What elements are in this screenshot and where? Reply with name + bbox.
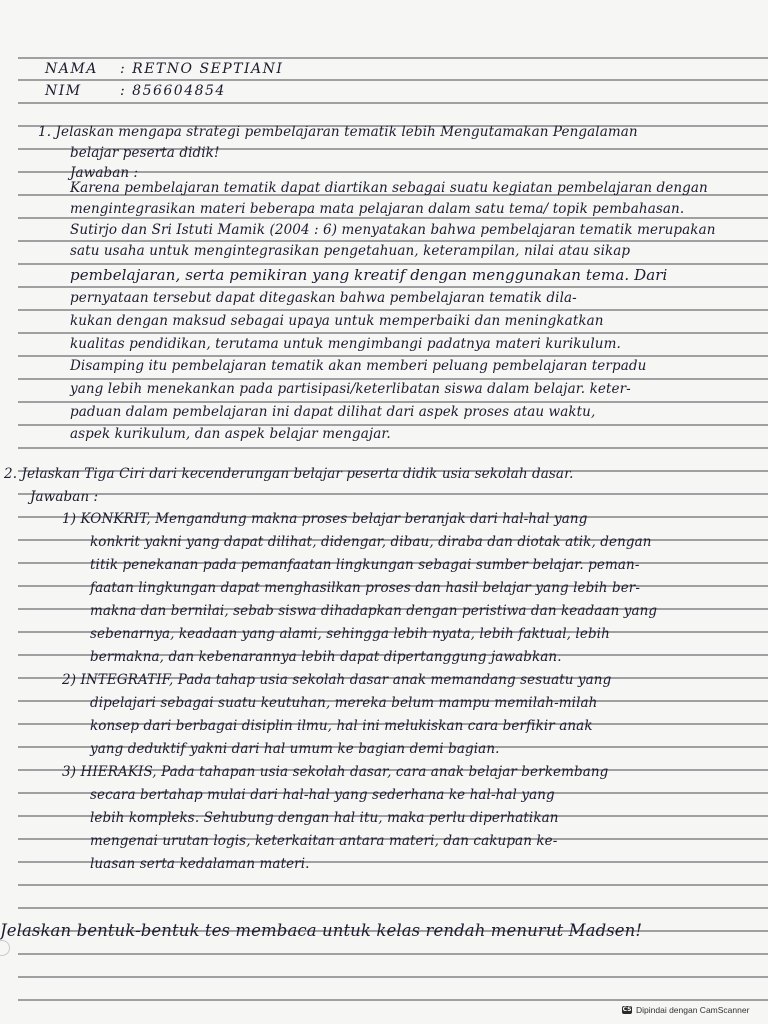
nama-label: NAMA: [45, 61, 98, 77]
q1-answer-line: paduan dalam pembelajaran ini dapat dilihat dari aspek proses atau waktu,: [70, 404, 596, 420]
q2-item3-line: mengenai urutan logis, keterkaitan antara materi, dan cakupan ke-: [90, 833, 558, 849]
q2-item3-line: 3) HIERAKIS, Pada tahapan usia sekolah dasar, cara anak belajar berkembang: [62, 764, 609, 780]
q1-answer-line: yang lebih menekankan pada partisipasi/keterlibatan siswa dalam belajar. keter-: [70, 381, 631, 397]
q1-answer-line: Sutirjo dan Sri Istuti Mamik (2004 : 6) menyatakan bahwa pembelajaran tematik merupakan: [70, 222, 716, 238]
q2-item3-line: luasan serta kedalaman materi.: [90, 856, 310, 872]
q2-item1-line: sebenarnya, keadaan yang alami, sehingga lebih nyata, lebih faktual, lebih: [90, 626, 610, 642]
q2-item1-line: titik penekanan pada pemanfaatan lingkungan sebagai sumber belajar. peman-: [90, 557, 640, 573]
q3-question: Jelaskan bentuk-bentuk tes membaca untuk kelas rendah menurut Madsen!: [0, 921, 643, 940]
camscanner-text: Dipindai dengan CamScanner: [636, 1005, 750, 1015]
q2-item1-line: bermakna, dan kebenarannya lebih dapat dipertanggung jawabkan.: [90, 649, 562, 665]
q2-item2-line: konsep dari berbagai disiplin ilmu, hal ini melukiskan cara berfikir anak: [90, 718, 593, 734]
q2-question: 2. Jelaskan Tiga Ciri dari kecenderungan belajar peserta didik usia sekolah dasar.: [4, 466, 574, 482]
q2-item1-line: 1) KONKRIT, Mengandung makna proses belajar beranjak dari hal-hal yang: [62, 511, 588, 527]
q2-item1-line: faatan lingkungan dapat menghasilkan proses dan hasil belajar yang lebih ber-: [90, 580, 641, 596]
q2-item1-line: makna dan bernilai, sebab siswa dihadapkan dengan peristiwa dan keadaan yang: [90, 603, 658, 619]
q1-answer-line: pernyataan tersebut dapat ditegaskan bahwa pembelajaran tematik dila-: [70, 290, 577, 306]
q1-answer-line: kualitas pendidikan, terutama untuk mengimbangi padatnya materi kurikulum.: [70, 336, 621, 352]
q2-item2-line: 2) INTEGRATIF, Pada tahap usia sekolah dasar anak memandang sesuatu yang: [62, 672, 612, 688]
q1-answer-line: satu usaha untuk mengintegrasikan pengetahuan, keterampilan, nilai atau sikap: [70, 243, 631, 259]
q2-item1-line: konkrit yakni yang dapat dilihat, didengar, dibau, diraba dan diotak atik, dengan: [90, 534, 652, 550]
q2-item2-line: yang deduktif yakni dari hal umum ke bagian demi bagian.: [90, 741, 500, 757]
q1-answer-line: aspek kurikulum, dan aspek belajar mengajar.: [70, 426, 391, 442]
nim-label: NIM: [45, 83, 82, 99]
q2-item2-line: dipelajari sebagai suatu keutuhan, mereka belum mampu memilah-milah: [90, 695, 598, 711]
q1-answer-line: Karena pembelajaran tematik dapat diartikan sebagai suatu kegiatan pembelajaran dengan: [70, 180, 708, 196]
q2-item3-line: lebih kompleks. Sehubung dengan hal itu, maka perlu diperhatikan: [90, 810, 559, 826]
q2-answer-label: Jawaban :: [30, 489, 99, 505]
q1-answer-line: mengintegrasikan materi beberapa mata pelajaran dalam satu tema/ topik pembahasan.: [70, 201, 685, 217]
camscanner-icon: CS: [622, 1006, 632, 1013]
q1-question-line2: belajar peserta didik!: [70, 145, 220, 161]
q1-answer-line: kukan dengan maksud sebagai upaya untuk memperbaiki dan meningkatkan: [70, 313, 604, 329]
camscanner-watermark: [622, 1005, 749, 1015]
q2-item3-line: secara bertahap mulai dari hal-hal yang sederhana ke hal-hal yang: [90, 787, 555, 803]
nama-value: : RETNO SEPTIANI: [120, 61, 284, 77]
q1-answer-line: Disamping itu pembelajaran tematik akan memberi peluang pembelajaran terpadu: [70, 358, 647, 374]
q1-question-line1: 1. Jelaskan mengapa strategi pembelajaran tematik lebih Mengutamakan Pengalaman: [38, 124, 638, 140]
q1-answer-label: Jawaban :: [70, 165, 139, 181]
nim-value: : 856604854: [120, 83, 226, 99]
q1-answer-line: pembelajaran, serta pemikiran yang kreatif dengan menggunakan tema. Dari: [70, 266, 668, 284]
